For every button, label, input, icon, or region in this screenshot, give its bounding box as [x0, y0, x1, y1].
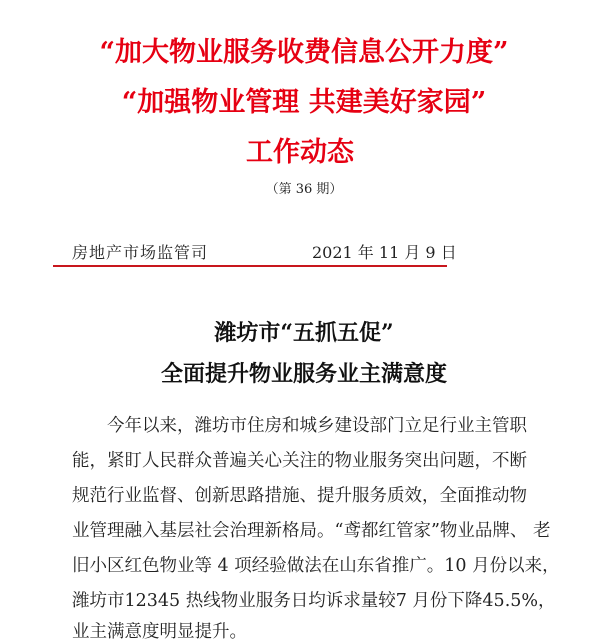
issue-number: （第 36 期）	[265, 182, 343, 197]
body-line: 潍坊市12345 热线物业服务日均诉求量较7 月份下降45.5%，	[72, 591, 556, 611]
doc-title-line-3: 工作动态	[246, 137, 354, 168]
doc-title-line-1: “加大物业服务收费信息公开力度”	[99, 37, 509, 68]
body-line: 今年以来，潍坊市住房和城乡建设部门立足行业主管职	[72, 416, 527, 436]
body-line: 能，紧盯人民群众普遍关心关注的物业服务突出问题，不断	[72, 451, 527, 471]
body-line: 业管理融入基层社会治理新格局。“鸢都红管家”物业品牌、 老	[72, 521, 551, 541]
body-line: 规范行业监督、创新思路措施、提升服务质效，全面推动物	[72, 486, 527, 506]
body-line: 业主满意度明显提升。	[72, 622, 247, 642]
issue-date: 2021 年 11 月 9 日	[312, 243, 457, 262]
red-divider	[53, 265, 447, 267]
doc-title-line-2: “加强物业管理 共建美好家园”	[121, 87, 487, 118]
article-title-line-2: 全面提升物业服务业主满意度	[160, 361, 447, 387]
article-title-line-1: 潍坊市“五抓五促”	[214, 320, 394, 346]
body-line: 旧小区红色物业等 4 项经验做法在山东省推广。10 月份以来，	[72, 556, 560, 576]
issuer: 房地产市场监管司	[72, 243, 209, 262]
